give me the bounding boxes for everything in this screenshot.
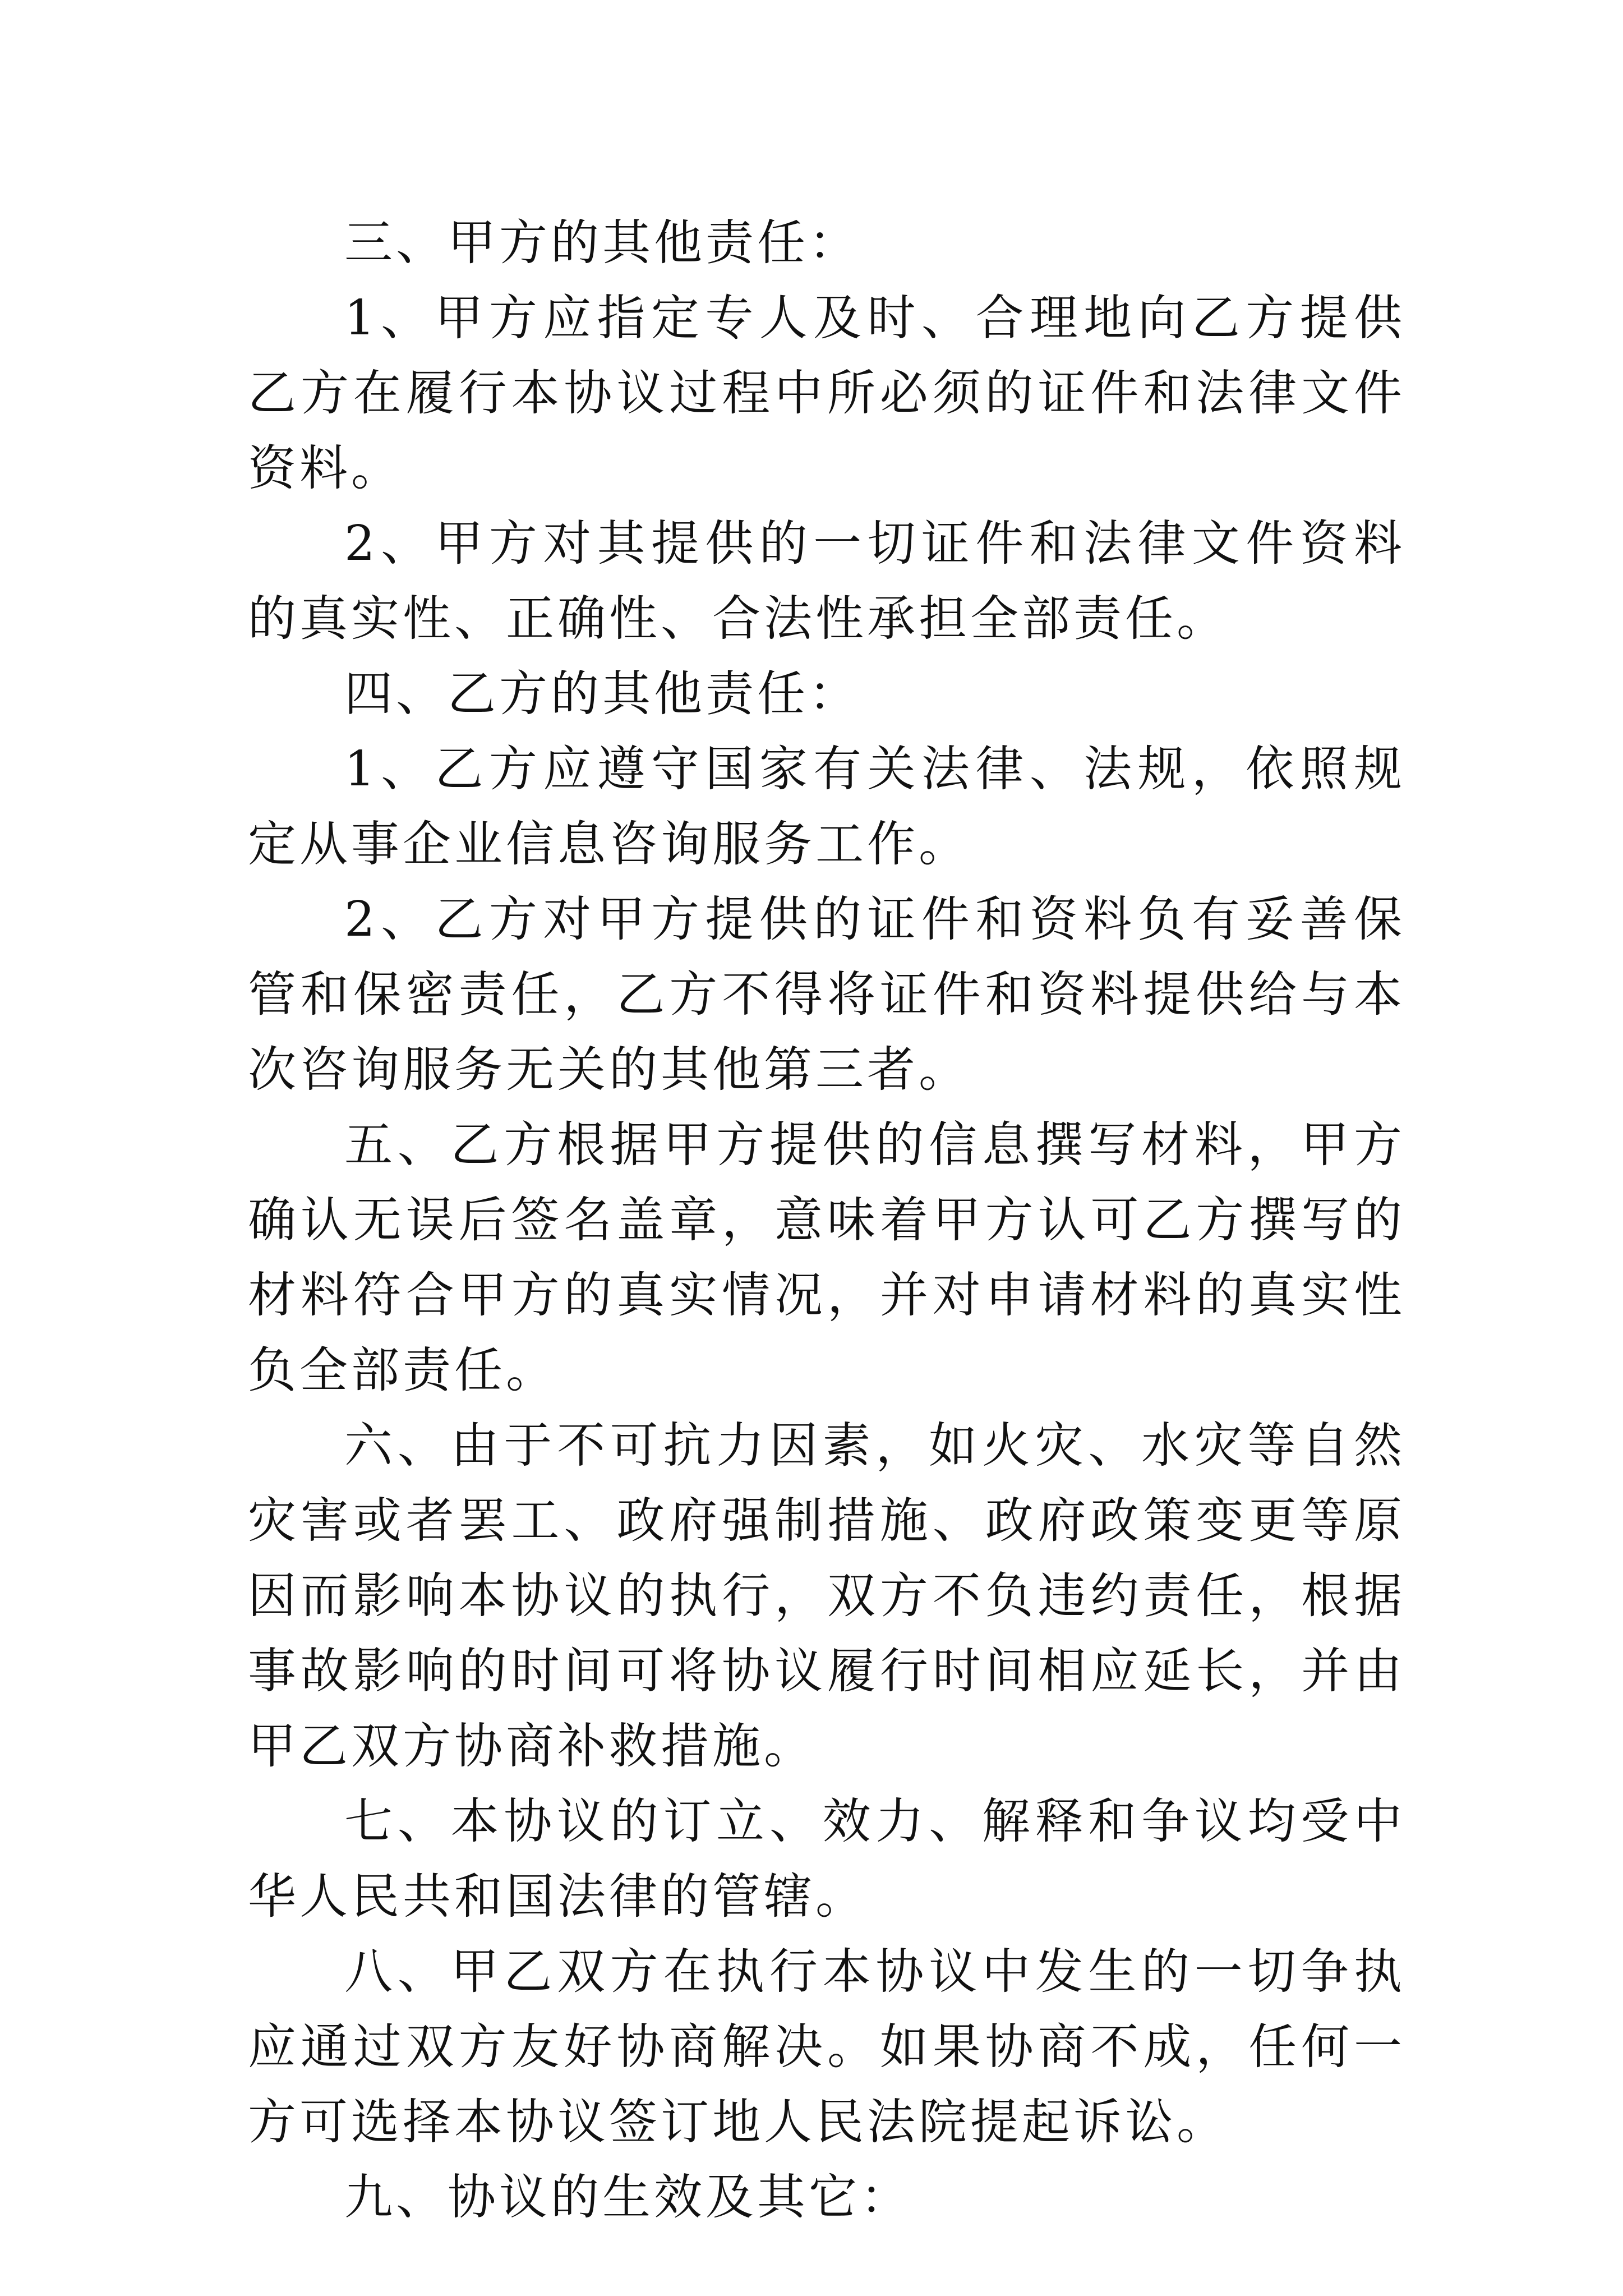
- section-heading-3: 三、甲方的其他责任：: [344, 215, 860, 271]
- clause-4-2: 2、乙方对甲方提供的证件和资料负有妥善保管和保密责任，乙方不得将证件和资料提供给与本次咨询服务无关的其他第三者。: [248, 891, 1405, 1098]
- clause-3-2: 2、甲方对其提供的一切证件和法律文件资料的真实性、正确性、合法性承担全部责任。: [248, 516, 1405, 647]
- section-7: 七、本协议的订立、效力、解释和争议均受中华人民共和国法律的管辖。: [248, 1793, 1405, 1925]
- section-5: 五、乙方根据甲方提供的信息撰写材料，甲方确认无误后签名盖章，意味着甲方认可乙方撰写的材料符合甲方的真实情况，并对申请材料的真实性负全部责任。: [248, 1117, 1405, 1398]
- section-heading-4: 四、乙方的其他责任：: [344, 666, 860, 722]
- section-6: 六、由于不可抗力因素，如火灾、水灾等自然灾害或者罢工、政府强制措施、政府政策变更等原因而影响本协议的执行，双方不负违约责任，根据事故影响的时间可将协议履行时间相应延长，并由甲乙双方协商补救措施。: [248, 1418, 1405, 1774]
- section-8: 八、甲乙双方在执行本协议中发生的一切争执应通过双方友好协商解决。如果协商不成，任何一方可选择本协议签订地人民法院提起诉讼。: [248, 1944, 1405, 2150]
- section-heading-9: 九、协议的生效及其它：: [344, 2169, 912, 2225]
- clause-3-1: 1、甲方应指定专人及时、合理地向乙方提供乙方在履行本协议过程中所必须的证件和法律文件资料。: [248, 290, 1405, 496]
- clause-4-1: 1、乙方应遵守国家有关法律、法规，依照规定从事企业信息咨询服务工作。: [248, 741, 1405, 872]
- document-body: [248, 205, 1405, 2235]
